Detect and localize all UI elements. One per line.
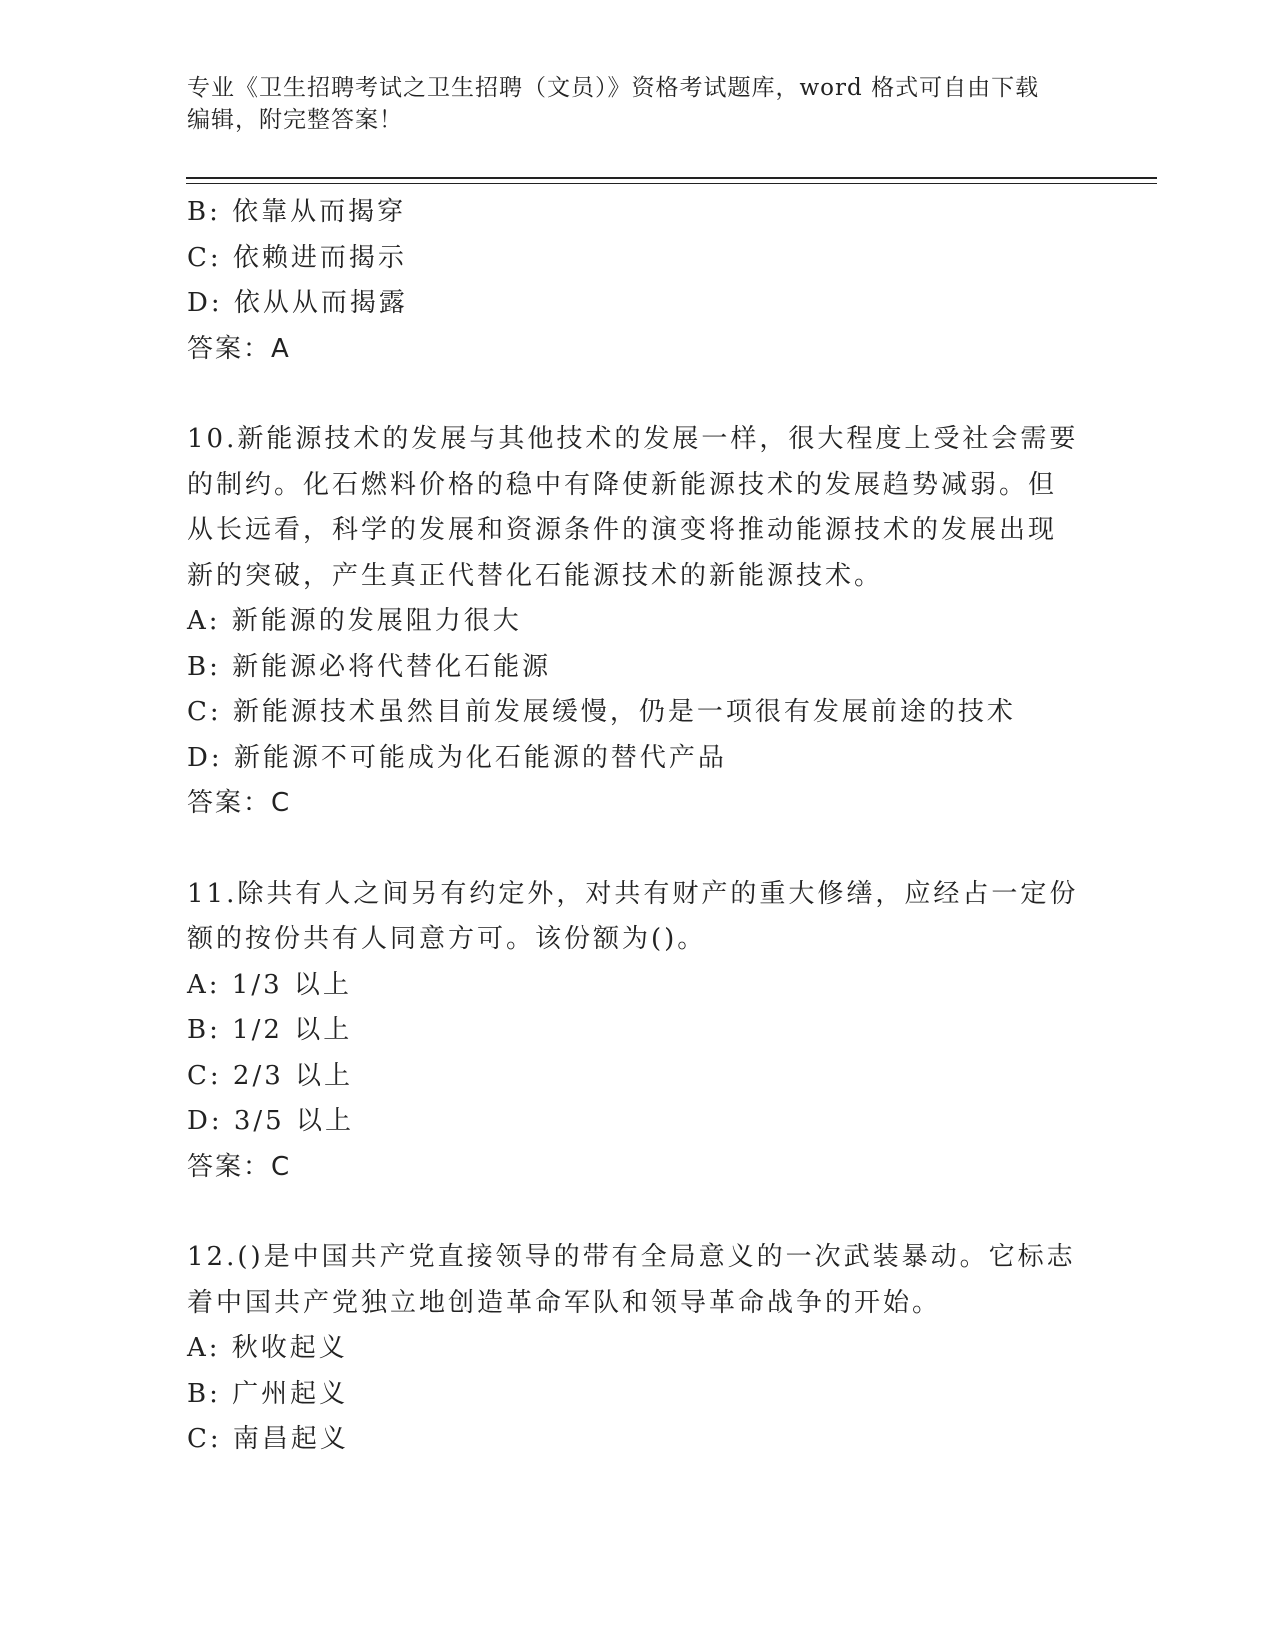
option-d: D: 新能源不可能成为化石能源的替代产品 bbox=[187, 742, 727, 773]
question-stem-line: 新的突破，产生真正代替化石能源技术的新能源技术。 bbox=[187, 560, 884, 591]
question-stem-line: 11.除共有人之间另有约定外，对共有财产的重大修缮，应经占一定份 bbox=[187, 878, 1079, 909]
option-b: B: 依靠从而揭穿 bbox=[187, 197, 407, 227]
option-b: B: 1/2 以上 bbox=[187, 1015, 353, 1045]
spacer bbox=[187, 827, 1087, 872]
question-stem-line: 的制约。化石燃料价格的稳中有降使新能源技术的发展趋势减弱。但 bbox=[187, 469, 1058, 500]
question-stem-line: 着中国共产党独立地创造革命军队和领导革命战争的开始。 bbox=[187, 1287, 942, 1318]
question-block-10 bbox=[187, 417, 1087, 827]
question-block-11 bbox=[187, 872, 1087, 1191]
option-b: B: 新能源必将代替化石能源 bbox=[187, 651, 552, 682]
question-stem-line: 12.()是中国共产党直接领导的带有全局意义的一次武装暴动。它标志 bbox=[187, 1242, 1076, 1272]
question-stem-line: 10.新能源技术的发展与其他技术的发展一样，很大程度上受社会需要 bbox=[187, 424, 1079, 454]
option-a: A: 1/3 以上 bbox=[187, 969, 352, 1000]
spacer bbox=[187, 372, 1087, 417]
option-c: C: 2/3 以上 bbox=[187, 1060, 354, 1091]
question-block-9 bbox=[187, 190, 1087, 372]
question-block-12 bbox=[187, 1235, 1087, 1463]
answer-line: 答案：A bbox=[187, 333, 291, 364]
answer-line: 答案：C bbox=[187, 1151, 292, 1182]
header-rule-thick bbox=[186, 177, 1157, 179]
header-rule-thin bbox=[186, 183, 1157, 184]
question-stem-line: 额的按份共有人同意方可。该份额为()。 bbox=[187, 924, 707, 954]
document-body bbox=[187, 190, 1087, 1463]
option-c: C: 南昌起义 bbox=[187, 1424, 349, 1454]
answer-line: 答案：C bbox=[187, 788, 292, 818]
option-d: D: 3/5 以上 bbox=[187, 1106, 354, 1136]
header-line-2: 编辑，附完整答案！ bbox=[187, 107, 403, 133]
header-line-1: 专业《卫生招聘考试之卫生招聘（文员）》资格考试题库，word 格式可自由下载 bbox=[187, 75, 1040, 101]
option-a: A: 新能源的发展阻力很大 bbox=[187, 606, 522, 636]
option-b: B: 广州起义 bbox=[187, 1378, 349, 1409]
document-header bbox=[187, 72, 1087, 136]
option-a: A: 秋收起义 bbox=[187, 1333, 348, 1363]
option-c: C: 新能源技术虽然目前发展缓慢，仍是一项很有发展前途的技术 bbox=[187, 697, 1016, 727]
question-stem-line: 从长远看，科学的发展和资源条件的演变将推动能源技术的发展出现 bbox=[187, 515, 1058, 545]
spacer bbox=[187, 1190, 1087, 1235]
option-d: D: 依从从而揭露 bbox=[187, 288, 408, 318]
option-c: C: 依赖进而揭示 bbox=[187, 242, 407, 273]
